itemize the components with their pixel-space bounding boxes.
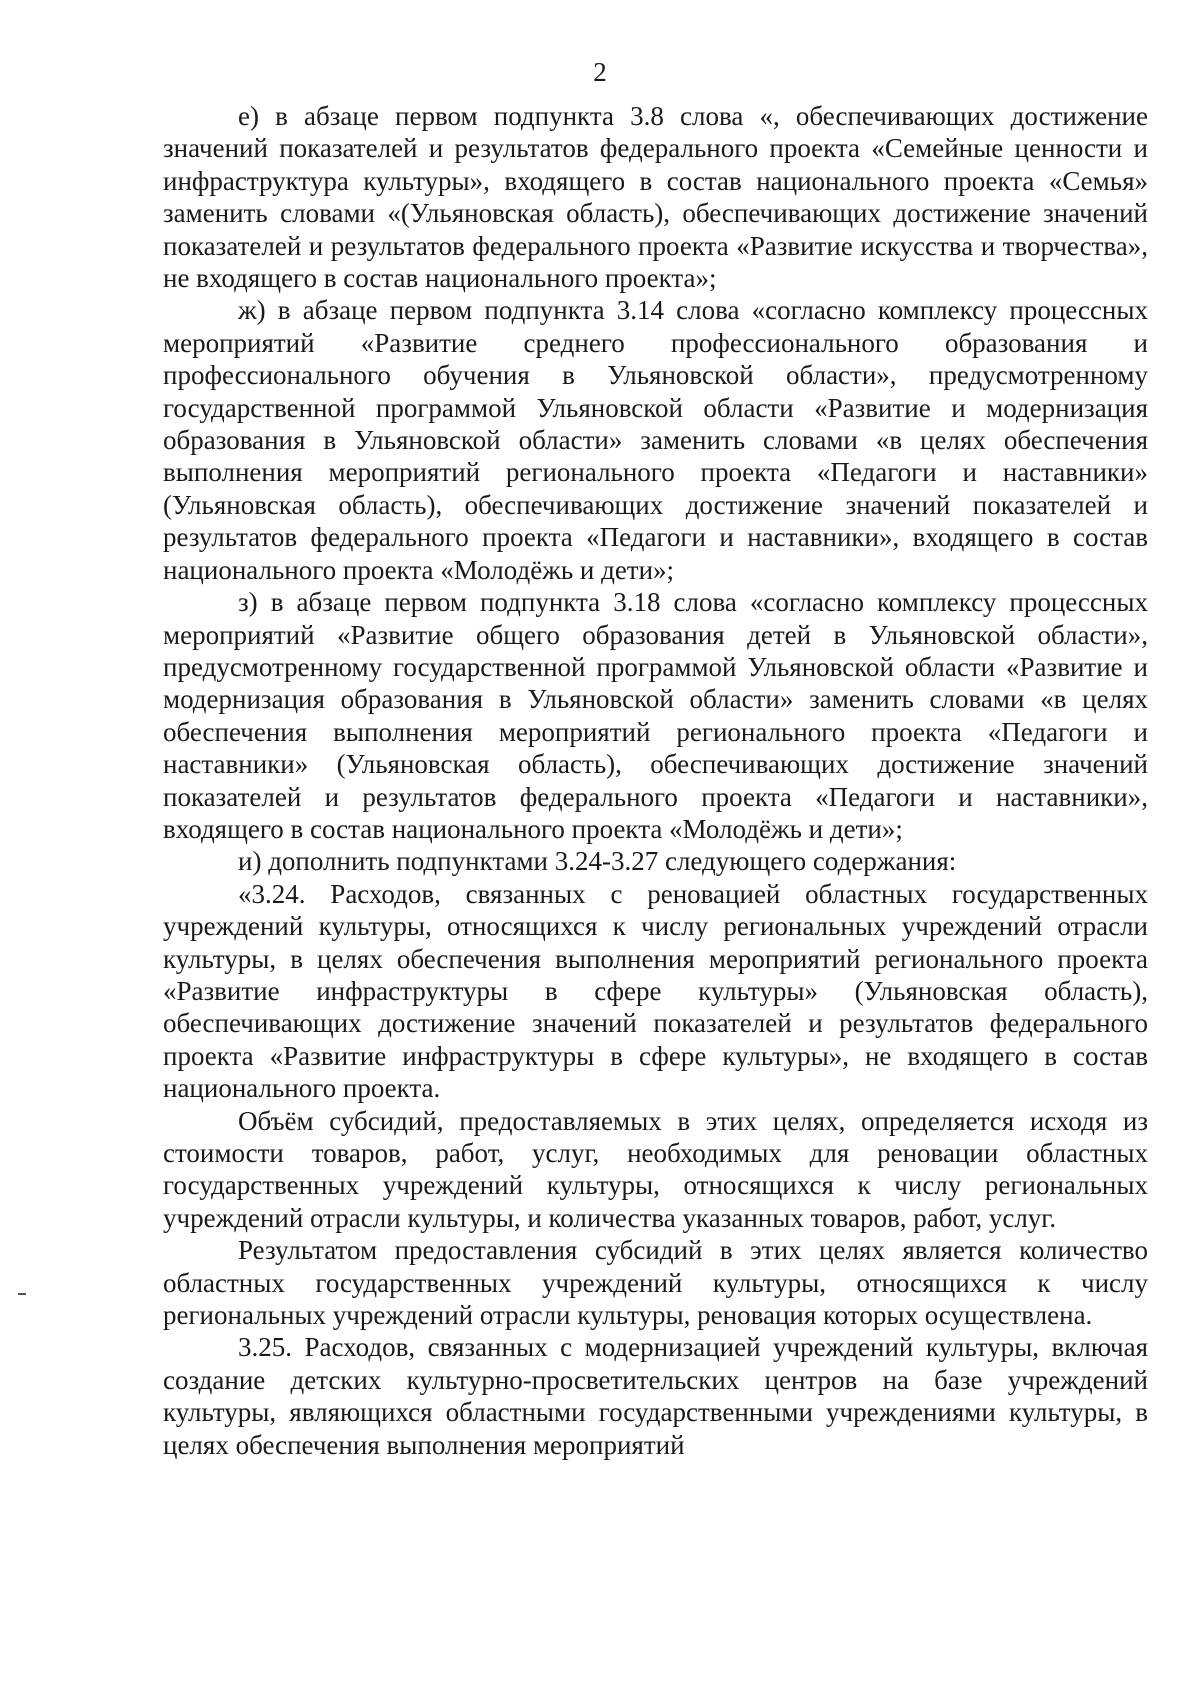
paragraph-item-zh: ж) в абзаце первом подпункта 3.14 слова «согласно комплексу процессных мероприятий «Развитие среднего профессионального образования и профессионального обучения в Ульяновской области», предусмотренному государственной программой Ульяновской области «Развитие и модернизация образования в Ульяновской области» заменить словами «в целях обеспечения выполнения мероприятий регионального проекта «Педагоги и наставники» (Ульяновская область), обеспечивающих достижение значений показателей и результатов федерального проекта «Педагоги и наставники», входящего в состав национального проекта «Молодёжь и дети»; [163,295,1148,585]
paragraph-item-e: е) в абзаце первом подпункта 3.8 слова «, обеспечивающих достижение значений показателей и результатов федерального проекта «Семейные ценности и инфраструктура культуры», входящего в состав национального проекта «Семья» заменить словами «(Ульяновская область), обеспечивающих достижение значений показателей и результатов федерального проекта «Развитие искусства и творчества», не входящего в состав национального проекта»; [163,101,1148,294]
paragraph-item-z: з) в абзаце первом подпункта 3.18 слова «согласно комплексу процессных мероприятий «Развитие общего образования детей в Ульяновской области», предусмотренному государственной программой Ульяновской области «Развитие и модернизация образования в Ульяновской области» заменить словами «в целях обеспечения выполнения мероприятий регионального проекта «Педагоги и наставники» (Ульяновская область), обеспечивающих достижение значений показателей и результатов федерального проекта «Педагоги и наставники», входящего в состав национального проекта «Молодёжь и дети»; [163,587,1148,844]
scan-artifact-mark [18,1293,26,1295]
paragraph-subsidy-result: Результатом предоставления субсидий в этих целях является количество областных государственных учреждений культуры, относящихся к числу региональных учреждений отрасли культуры, реновация которых осуществлена. [163,1235,1148,1331]
paragraph-subsidy-volume: Объём субсидий, предоставляемых в этих целях, определяется исходя из стоимости товаров, работ, услуг, необходимых для реновации областных государственных учреждений культуры, относящихся к числу региональных учреждений отрасли культуры, и количества указанных товаров, работ, услуг. [163,1105,1148,1233]
page-number: 2 [593,57,607,87]
paragraph-subpoint-3-24: «3.24. Расходов, связанных с реновацией областных государственных учреждений культуры, относящихся к числу региональных учреждений отрасли культуры, в целях обеспечения выполнения мероприятий регионального проекта «Развитие инфраструктуры в сфере культуры» (Ульяновская область), обеспечивающих достижение значений показателей и результатов федерального проекта «Развитие инфраструктуры в сфере культуры», не входящего в состав национального проекта. [163,878,1148,1104]
document-body [163,100,1148,1461]
paragraph-subpoint-3-25: 3.25. Расходов, связанных с модернизацией учреждений культуры, включая создание детских культурно-просветительских центров на базе учреждений культуры, являющихся областными государственными учреждениями культуры, в целях обеспечения выполнения мероприятий [163,1332,1148,1460]
paragraph-item-i: и) дополнить подпунктами 3.24-3.27 следующего содержания: [238,846,957,877]
